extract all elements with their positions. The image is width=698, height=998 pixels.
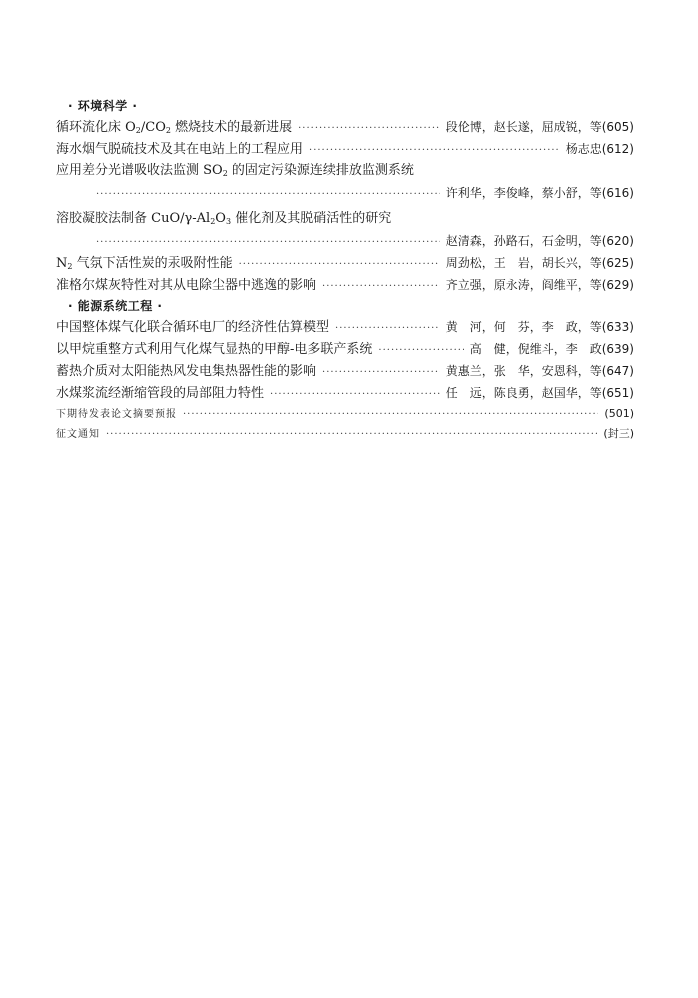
toc-entry[interactable] xyxy=(56,116,634,138)
entry-page: (651) xyxy=(601,386,634,400)
toc-entry[interactable] xyxy=(56,360,634,382)
section-title-environment: · 环境科学 · xyxy=(68,99,138,113)
entry-page: (封三) xyxy=(603,427,634,440)
dot-leader xyxy=(270,384,440,406)
dot-leader xyxy=(309,140,560,162)
entry-page: (620) xyxy=(601,234,634,248)
entry-page: (612) xyxy=(601,142,634,156)
dot-leader xyxy=(106,425,597,445)
entry-title: 海水烟气脱硫技术及其在电站上的工程应用 xyxy=(56,142,304,157)
section-title-energy-systems: · 能源系统工程 · xyxy=(68,299,163,313)
toc-entry-continuation[interactable] xyxy=(56,230,634,252)
dot-leader xyxy=(183,405,598,425)
toc-entry-misc[interactable] xyxy=(56,424,634,444)
entry-page: (633) xyxy=(601,320,634,334)
entry-page: (647) xyxy=(601,364,634,378)
toc-entry[interactable] xyxy=(56,316,634,338)
entry-page: (501) xyxy=(604,407,634,420)
dot-leader xyxy=(335,318,440,340)
entry-authors: 黄惠兰，张 华，安恩科，等 xyxy=(445,364,602,378)
entry-title: 蓄热介质对太阳能热风发电集热器性能的影响 xyxy=(56,364,317,379)
entry-authors: 杨志忠 xyxy=(565,142,602,156)
toc-entry[interactable] xyxy=(56,252,634,274)
toc-entry[interactable] xyxy=(56,338,634,360)
entry-title[interactable]: 应用差分光谱吸收法监测 $SO_2$ 的固定污染源连续排放监测系统 xyxy=(56,163,414,178)
table-of-contents xyxy=(56,96,634,444)
dot-leader xyxy=(322,362,440,384)
toc-entry[interactable] xyxy=(56,382,634,404)
entry-title: 中国整体煤气化联合循环电厂的经济性估算模型 xyxy=(56,320,330,335)
entry-authors: 赵清森，孙路石，石金明，等 xyxy=(445,234,602,248)
entry-authors: 高 健，倪维斗，李 政 xyxy=(469,342,602,356)
entry-title: 准格尔煤灰特性对其从电除尘器中逃逸的影响 xyxy=(56,278,317,293)
toc-entry-misc[interactable] xyxy=(56,404,634,424)
entry-authors: 周劲松，王 岩，胡长兴，等 xyxy=(445,256,602,270)
entry-page: (629) xyxy=(601,278,634,292)
toc-entry-continuation[interactable] xyxy=(56,182,634,204)
entry-title: 以甲烷重整方式利用气化煤气显热的甲醇-电多联产系统 xyxy=(56,342,373,357)
entry-page: (605) xyxy=(601,120,634,134)
entry-page: (639) xyxy=(601,342,634,356)
dot-leader xyxy=(239,254,440,276)
entry-title: 水煤浆流经渐缩管段的局部阻力特性 xyxy=(56,386,265,401)
entry-title[interactable]: 溶胶凝胶法制备 CuO/$\gamma-Al_2O_3$ 催化剂及其脱硝活性的研究 xyxy=(56,211,392,226)
entry-title: 下期待发表论文摘要预报 xyxy=(56,409,177,420)
dot-leader xyxy=(298,118,440,140)
entry-authors: 齐立强，原永涛，阎维平，等 xyxy=(445,278,602,292)
entry-page: (616) xyxy=(601,186,634,200)
toc-entry[interactable] xyxy=(56,274,634,296)
dot-leader xyxy=(96,232,440,254)
toc-entry[interactable] xyxy=(56,138,634,160)
entry-authors: 黄 河，何 芬，李 政，等 xyxy=(445,320,602,334)
entry-authors: 任 远，陈良勇，赵国华，等 xyxy=(445,386,602,400)
dot-leader xyxy=(322,276,440,298)
entry-title: 循环流化床 $O_2/CO_2$ 燃烧技术的最新进展 xyxy=(56,120,293,135)
dot-leader xyxy=(378,340,463,362)
entry-page: (625) xyxy=(601,256,634,270)
dot-leader xyxy=(96,184,440,206)
entry-title: 征文通知 xyxy=(56,429,100,440)
entry-title: $N_2$ 气氛下活性炭的汞吸附性能 xyxy=(56,256,233,271)
entry-authors: 段伦博，赵长遂，屈成锐，等 xyxy=(445,120,602,134)
entry-authors: 许利华，李俊峰，蔡小舒，等 xyxy=(445,186,602,200)
